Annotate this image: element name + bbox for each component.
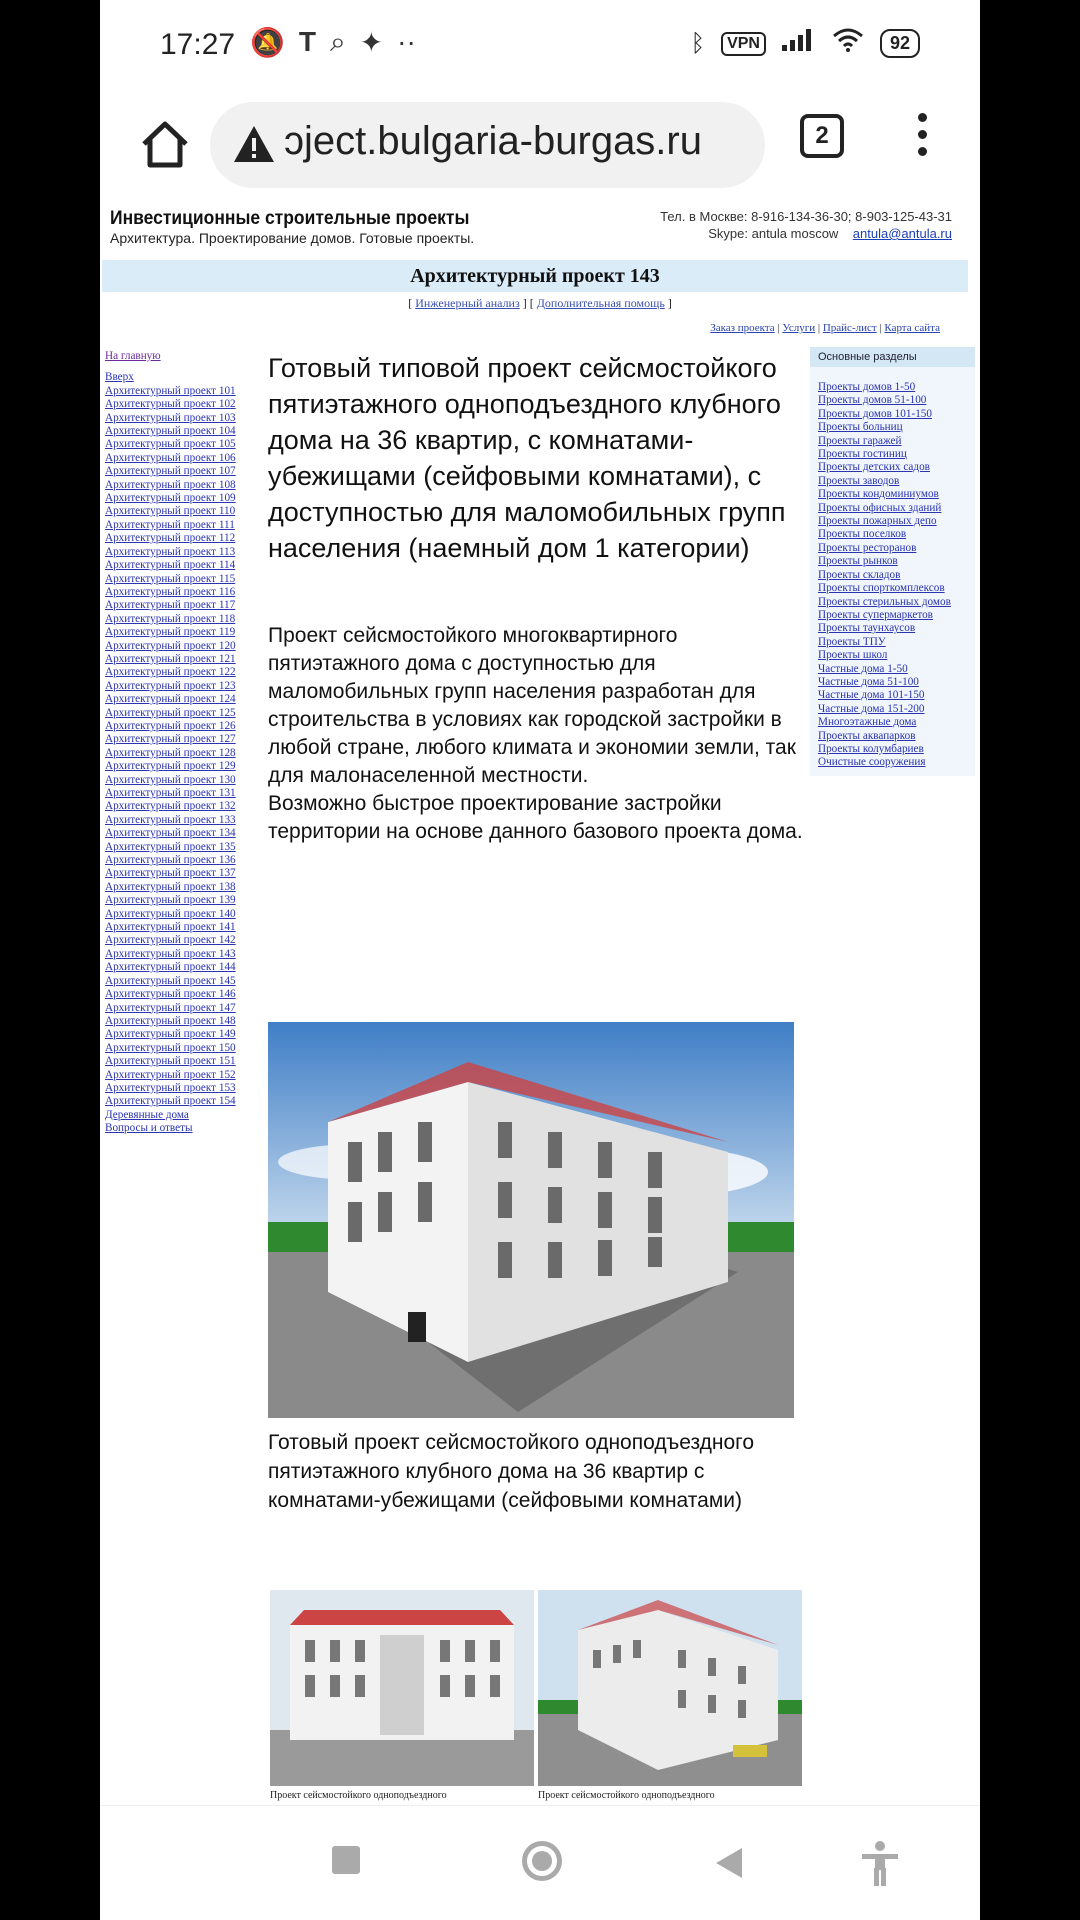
sidebar-project-link[interactable]: Архитектурный проект 138 (105, 880, 236, 893)
right-sidebar-link[interactable]: Проекты ресторанов (818, 541, 917, 554)
sidebar-project-link[interactable]: Архитектурный проект 103 (105, 411, 236, 424)
hero-caption: Готовый проект сейсмостойкого одноподъездного пятиэтажного клубного дома на 36 квартир с комнатами-убежищами (сейфовыми комнатами) (268, 1431, 755, 1512)
sidebar-project-link[interactable]: Архитектурный проект 132 (105, 800, 236, 813)
sidebar-project-link[interactable]: Архитектурный проект 105 (105, 438, 236, 451)
right-sidebar-link[interactable]: Частные дома 101-150 (818, 689, 925, 702)
article-description-2: Возможно быстрое проектирование застройки территории на основе данного базового проекта дома. (268, 792, 803, 843)
right-sidebar-link[interactable]: Частные дома 51-100 (818, 675, 919, 688)
right-sidebar-link[interactable]: Проекты больниц (818, 421, 903, 434)
accessibility-icon (860, 1840, 900, 1886)
sidebar-project-link[interactable]: Архитектурный проект 127 (105, 733, 236, 746)
sidebar-project-link[interactable]: Архитектурный проект 136 (105, 854, 236, 867)
battery-icon: 92 (880, 29, 920, 58)
topnav-services[interactable]: Услуги (782, 322, 816, 334)
right-sidebar-link[interactable]: Проекты аквапарков (818, 729, 916, 742)
search-icon: ⌕ (329, 26, 346, 57)
right-sidebar-link[interactable]: Проекты стерильных домов (818, 595, 951, 608)
sidebar-project-link[interactable]: Архитектурный проект 115 (105, 572, 236, 585)
sidebar-project-link[interactable]: Архитектурный проект 117 (105, 599, 236, 612)
sidebar-project-link[interactable]: Архитектурный проект 116 (105, 585, 236, 598)
topnav-sitemap[interactable]: Карта сайта (884, 322, 940, 334)
sidebar-project-link[interactable]: Архитектурный проект 150 (105, 1041, 236, 1054)
left-sidebar (105, 350, 240, 1136)
status-time: 17:27 (160, 28, 236, 61)
status-bar (100, 0, 980, 90)
sidebar-project-link[interactable]: Архитектурный проект 122 (105, 666, 236, 679)
right-sidebar-link[interactable]: Проекты домов 51-100 (818, 394, 927, 407)
sidebar-project-link[interactable]: Архитектурный проект 110 (105, 505, 236, 518)
right-sidebar-link[interactable]: Очистные сооружения (818, 756, 926, 769)
sidebar-project-link[interactable]: Архитектурный проект 112 (105, 532, 236, 545)
right-sidebar-link[interactable]: Проекты поселков (818, 528, 907, 541)
subnav-link-1[interactable]: Инженерный анализ (415, 296, 520, 310)
contact-skype: Skype: antula moscow (708, 226, 839, 241)
right-sidebar-link[interactable]: Проекты колумбариев (818, 742, 924, 755)
right-sidebar-link[interactable]: Проекты супермаркетов (818, 608, 933, 621)
sidebar-project-link[interactable]: Архитектурный проект 147 (105, 1001, 236, 1014)
site-title: Инвестиционные строительные проекты (110, 208, 470, 229)
sidebar-project-link[interactable]: Архитектурный проект 101 (105, 384, 236, 397)
notification-icons (250, 26, 416, 59)
topnav-pricelist[interactable]: Прайс-лист (822, 322, 877, 334)
sidebar-project-link[interactable]: Архитектурный проект 125 (105, 706, 236, 719)
home-nav-button[interactable] (522, 1841, 562, 1881)
sidebar-project-link[interactable]: Архитектурный проект 144 (105, 961, 236, 974)
recents-button[interactable] (332, 1846, 360, 1874)
right-sidebar-link[interactable]: Проекты складов (818, 568, 901, 581)
more-icon: ·· (397, 26, 416, 57)
system-icons (691, 28, 920, 59)
sidebar-project-link[interactable]: Архитектурный проект 111 (105, 518, 235, 531)
sidebar-project-link[interactable]: Архитектурный проект 126 (105, 719, 236, 732)
thumbnail-caption-1: Проект сейсмостойкого одноподъездного (270, 1790, 447, 1801)
topnav-order[interactable]: Заказ проекта (710, 322, 775, 334)
sidebar-project-link[interactable]: Архитектурный проект 121 (105, 652, 236, 665)
home-icon (130, 110, 200, 180)
right-sidebar-link[interactable]: Проекты кондоминиумов (818, 488, 939, 501)
sidebar-project-link[interactable]: Архитектурный проект 137 (105, 867, 236, 880)
browser-toolbar (100, 90, 980, 200)
sidebar-project-link[interactable]: Архитектурный проект 149 (105, 1028, 236, 1041)
sidebar-link-home[interactable]: На главную (105, 350, 161, 362)
site-subtitle: Архитектура. Проектирование домов. Готовые проекты. (110, 230, 475, 246)
sidebar-project-link[interactable]: Архитектурный проект 140 (105, 907, 236, 920)
sidebar-project-link[interactable]: Архитектурный проект 130 (105, 773, 236, 786)
sidebar-project-link[interactable]: Архитектурный проект 135 (105, 840, 236, 853)
right-sidebar-link[interactable]: Проекты школ (818, 649, 888, 662)
sidebar-project-link[interactable]: Архитектурный проект 106 (105, 451, 236, 464)
tab-switcher-button[interactable]: 2 (800, 114, 844, 158)
menu-dot-icon (918, 130, 927, 139)
sidebar-project-link[interactable]: Архитектурный проект 128 (105, 746, 236, 759)
contact-phone: Тел. в Москве: 8-916-134-36-30; 8-903-125-43-31 (660, 209, 952, 224)
vpn-icon: VPN (721, 32, 766, 56)
right-sidebar-list (810, 381, 975, 770)
hero-building-image[interactable] (268, 1022, 794, 1418)
right-sidebar-link[interactable]: Проекты спорткомплексов (818, 582, 945, 595)
sidebar-project-link[interactable]: Архитектурный проект 104 (105, 425, 236, 438)
sidebar-project-list (105, 385, 240, 1109)
sidebar-link-up[interactable]: Вверх (105, 371, 134, 384)
back-button[interactable] (714, 1846, 744, 1885)
sidebar-project-link[interactable]: Архитектурный проект 153 (105, 1081, 236, 1094)
overflow-menu-button[interactable] (912, 110, 932, 166)
contact-email-link[interactable]: antula@antula.ru (852, 226, 952, 241)
sidebar-project-link[interactable]: Архитектурный проект 141 (105, 921, 236, 934)
thumbnail-front-view[interactable] (270, 1590, 534, 1786)
sidebar-project-link[interactable]: Архитектурный проект 129 (105, 760, 236, 773)
sidebar-link-wooden[interactable]: Деревянные дома (105, 1108, 189, 1121)
sidebar-project-link[interactable]: Архитектурный проект 151 (105, 1055, 236, 1068)
warning-icon[interactable] (232, 122, 276, 166)
home-button[interactable] (130, 110, 200, 180)
subnav: [ Инженерный анализ ] [ Дополнительная помощь ] (408, 296, 672, 310)
thumbnail-caption-2: Проект сейсмостойкого одноподъездного (538, 1790, 715, 1801)
sidebar-project-link[interactable]: Архитектурный проект 143 (105, 947, 236, 960)
phone-screen (100, 0, 980, 1920)
sidebar-project-link[interactable]: Архитектурный проект 114 (105, 559, 236, 572)
article-heading: Готовый типовой проект сейсмостойкого пятиэтажного одноподъездного клубного дома на 36 квартир, с комнатами-убежищами (сейфовыми комнатами), с доступностью для маломобильных групп населения (наемный дом 1 категории) (268, 353, 786, 563)
right-sidebar-link[interactable]: Проекты заводов (818, 474, 900, 487)
sidebar-project-link[interactable]: Архитектурный проект 152 (105, 1068, 236, 1081)
right-sidebar-heading: Основные разделы (810, 347, 975, 367)
sidebar-project-link[interactable]: Архитектурный проект 123 (105, 679, 236, 692)
right-sidebar-link[interactable]: Проекты ТПУ (818, 635, 886, 648)
right-sidebar-link[interactable]: Проекты гаражей (818, 434, 902, 447)
right-sidebar-link[interactable]: Частные дома 151-200 (818, 702, 925, 715)
sidebar-project-link[interactable]: Архитектурный проект 142 (105, 934, 236, 947)
right-sidebar-link[interactable]: Проекты гостиниц (818, 448, 907, 461)
t-icon: T (298, 26, 316, 57)
contacts (660, 208, 952, 242)
sidebar-project-link[interactable]: Архитектурный проект 113 (105, 545, 236, 558)
accessibility-button[interactable] (860, 1840, 900, 1891)
back-icon (714, 1846, 744, 1880)
right-sidebar-link[interactable]: Проекты рынков (818, 555, 898, 568)
menu-dot-icon (918, 113, 927, 122)
sidebar-project-link[interactable]: Архитектурный проект 131 (105, 787, 236, 799)
sidebar-project-link[interactable]: Архитектурный проект 124 (105, 693, 236, 706)
right-sidebar-link[interactable]: Проекты детских садов (818, 461, 930, 474)
wifi-icon (832, 28, 864, 59)
sidebar-project-link[interactable]: Архитектурный проект 146 (105, 988, 236, 1001)
page-title: Архитектурный проект 143 (102, 260, 968, 292)
sidebar-project-link[interactable]: Архитектурный проект 133 (105, 813, 236, 826)
right-sidebar-link[interactable]: Проекты домов 1-50 (818, 381, 916, 393)
right-sidebar (810, 347, 975, 776)
bluetooth-icon: ᛒ (690, 29, 706, 57)
contact-line (660, 225, 952, 242)
mute-icon: 🔕 (250, 27, 285, 58)
sidebar-project-link[interactable]: Архитектурный проект 145 (105, 974, 236, 987)
web-page (100, 200, 980, 1805)
system-nav-bar (100, 1805, 980, 1920)
top-nav: Заказ проекта | Услуги | Прайс-лист | Карта сайта (710, 322, 940, 334)
subnav-link-2[interactable]: Дополнительная помощь (536, 296, 665, 310)
menu-dot-icon (918, 147, 927, 156)
sidebar-project-link[interactable]: Архитектурный проект 148 (105, 1014, 236, 1027)
right-sidebar-link[interactable]: Проекты офисных зданий (818, 501, 942, 514)
sidebar-project-link[interactable]: Архитектурный проект 118 (105, 612, 236, 625)
right-sidebar-link[interactable]: Многоэтажные дома (818, 716, 917, 729)
address-bar[interactable] (210, 102, 765, 188)
main-content (268, 350, 808, 846)
right-sidebar-link[interactable]: Проекты таунхаусов (818, 622, 916, 635)
right-sidebar-link[interactable]: Проекты домов 101-150 (818, 407, 932, 420)
sidebar-project-link[interactable]: Архитектурный проект 107 (105, 465, 236, 478)
sidebar-project-link[interactable]: Архитектурный проект 102 (105, 398, 236, 411)
sidebar-project-link[interactable]: Архитектурный проект 119 (105, 626, 236, 639)
thumbnail-side-view[interactable] (538, 1590, 802, 1786)
twitter-icon: ✦ (359, 27, 384, 58)
article-description: Проект сейсмостойкого многоквартирного пятиэтажного дома с доступностью для маломобильных групп населения разработан для строительства в условиях как городской застройки в любой стране, любого климата и экономии земли, так для малонаселенной местности. (268, 624, 796, 787)
url-text[interactable]: ɔject.bulgaria-burgas.ru (284, 119, 702, 163)
signal-icon (782, 29, 816, 58)
right-sidebar-link[interactable]: Проекты пожарных депо (818, 515, 937, 528)
right-sidebar-link[interactable]: Частные дома 1-50 (818, 662, 908, 675)
sidebar-project-link[interactable]: Архитектурный проект 109 (105, 492, 236, 505)
sidebar-project-link[interactable]: Архитектурный проект 120 (105, 639, 236, 652)
sidebar-project-link[interactable]: Архитектурный проект 108 (105, 478, 236, 491)
sidebar-project-link[interactable]: Архитектурный проект 139 (105, 894, 236, 907)
sidebar-project-link[interactable]: Архитектурный проект 154 (105, 1095, 236, 1108)
sidebar-link-faq[interactable]: Вопросы и ответы (105, 1122, 193, 1135)
sidebar-project-link[interactable]: Архитектурный проект 134 (105, 827, 236, 840)
